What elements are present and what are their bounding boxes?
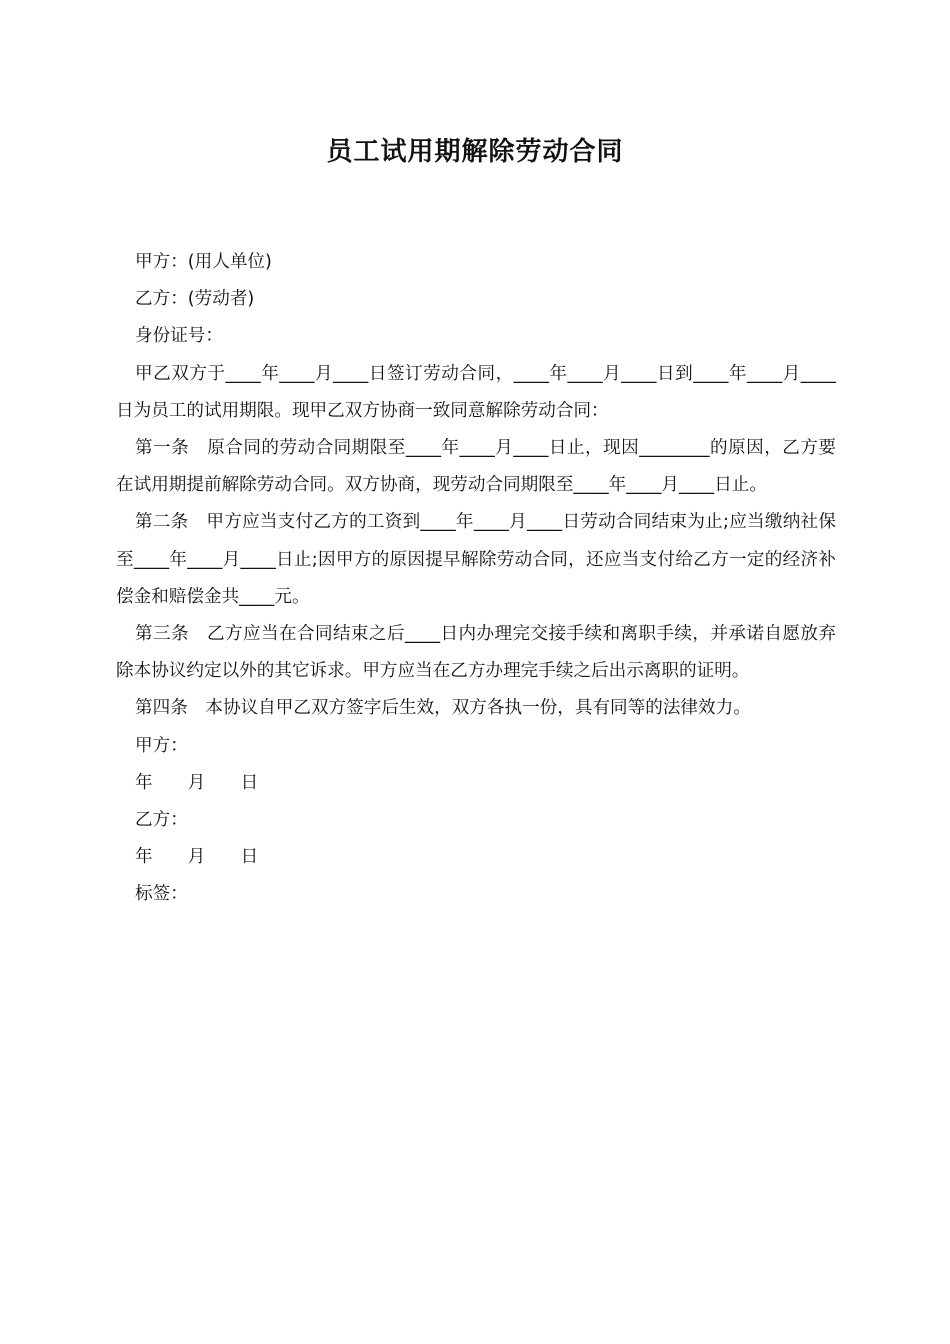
id-number-line: 身份证号：: [135, 326, 223, 347]
article-2: 第二条 甲方应当支付乙方的工资到____年____月____日劳动合同结束为止;应当缴纳社保至____年____月____日止;因甲方的原因提早解除劳动合同，还应当支付给乙方一定的经济补偿金和赔偿金共____元。: [116, 512, 836, 607]
document-title: 员工试用期解除劳动合同: [326, 137, 624, 167]
article-1: 第一条 原合同的劳动合同期限至____年____月____日止，现因________的原因，乙方要在试用期提前解除劳动合同。双方协商，现劳动合同期限至____年____月____日止。: [116, 438, 836, 496]
article-4: 第四条 本协议自甲乙双方签字后生效，双方各执一份，具有同等的法律效力。: [135, 698, 751, 719]
article-3: 第三条 乙方应当在合同结束之后____日内办理完交接手续和离职手续，并承诺自愿放弃除本协议约定以外的其它诉求。甲方应当在乙方办理完手续之后出示离职的证明。: [116, 624, 836, 682]
party-a-signature: 甲方：: [135, 735, 188, 756]
party-b-signature: 乙方：: [135, 810, 188, 831]
party-b-line: 乙方：(劳动者): [135, 289, 255, 310]
party-b-date: 年 月 日: [135, 847, 259, 868]
party-a-line: 甲方：(用人单位): [135, 252, 272, 272]
tags-line: 标签：: [135, 884, 188, 905]
preamble-paragraph: 甲乙双方于____年____月____日签订劳动合同，____年____月____日到____年____月____日为员工的试用期限。现甲乙双方协商一致同意解除劳动合同：: [116, 363, 836, 421]
document-body: [116, 244, 836, 914]
party-a-date: 年 月 日: [135, 772, 259, 793]
